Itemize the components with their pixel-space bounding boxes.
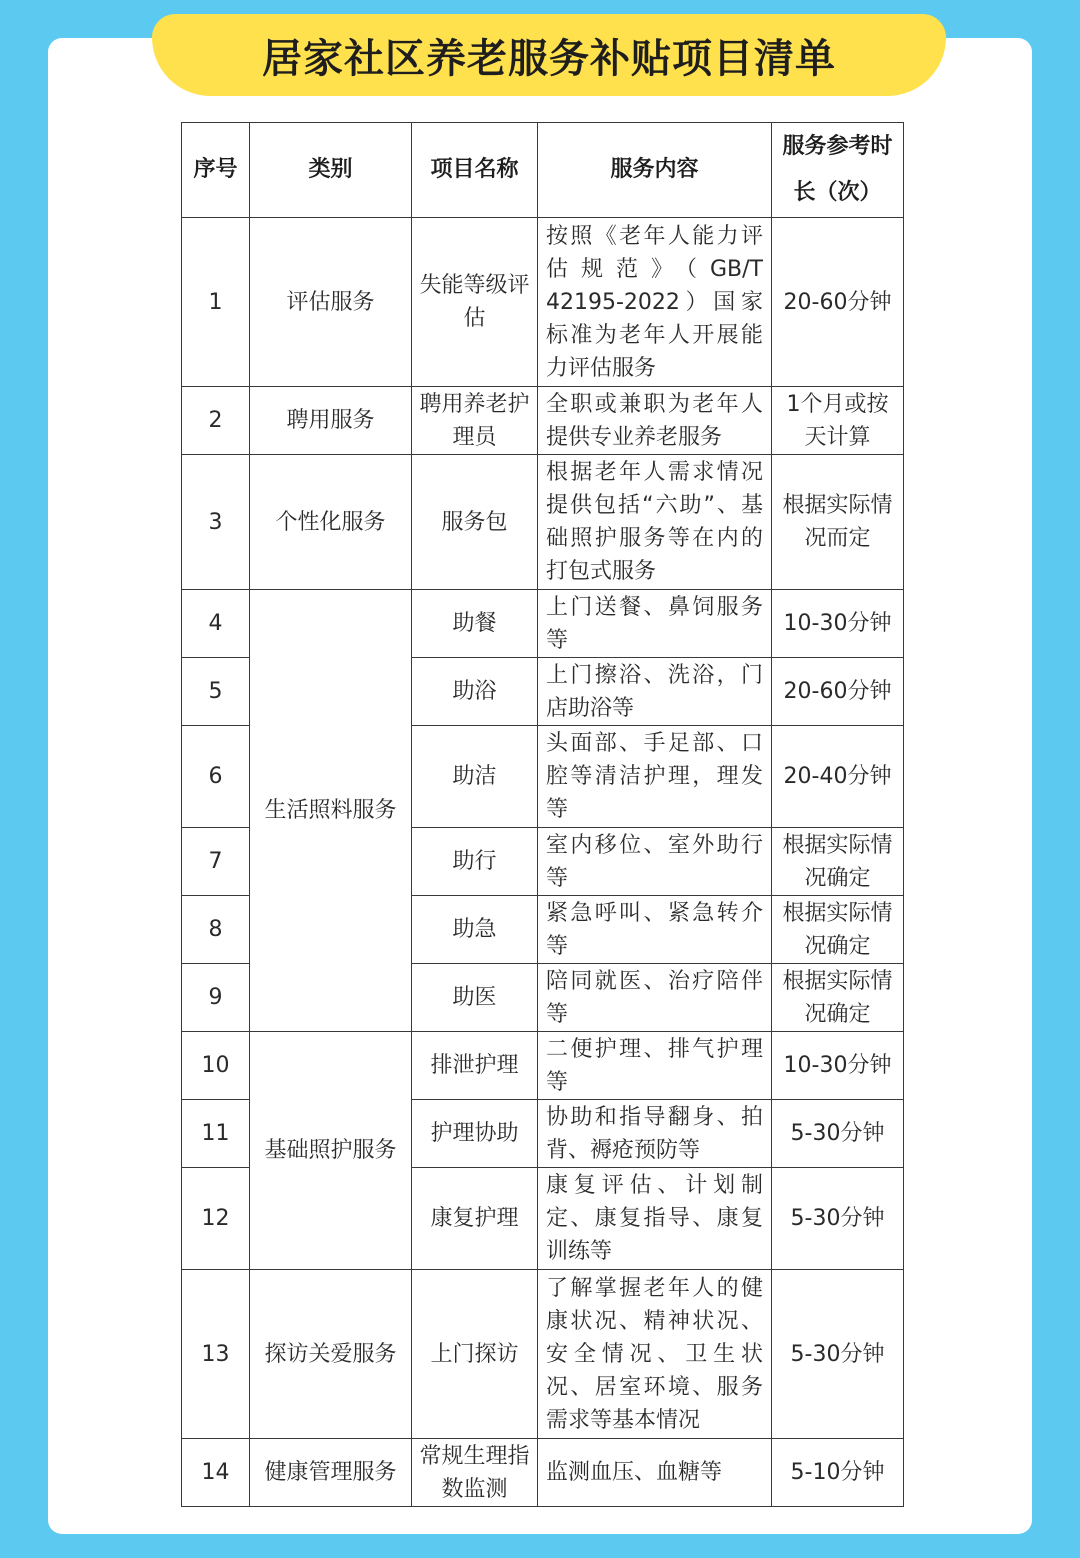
cell-name: 失能等级评估 — [412, 218, 538, 387]
cell-no: 7 — [182, 828, 250, 896]
cell-no: 4 — [182, 590, 250, 658]
cell-content: 了解掌握老年人的健康状况、精神状况、安全情况、卫生状况、居室环境、服务需求等基本情况 — [538, 1270, 772, 1439]
cell-name: 常规生理指数监测 — [412, 1439, 538, 1507]
cell-category: 聘用服务 — [250, 387, 412, 455]
cell-content: 协助和指导翻身、拍背、褥疮预防等 — [538, 1100, 772, 1168]
cell-no: 3 — [182, 455, 250, 590]
cell-no: 8 — [182, 896, 250, 964]
cell-duration: 5-30分钟 — [772, 1168, 904, 1270]
table-header-row — [182, 123, 904, 218]
cell-name: 助医 — [412, 964, 538, 1032]
header-category: 类别 — [250, 123, 412, 218]
cell-duration: 根据实际情况确定 — [772, 896, 904, 964]
table-row — [182, 387, 904, 455]
cell-category: 基础照护服务 — [250, 1032, 412, 1270]
cell-content: 室内移位、室外助行等 — [538, 828, 772, 896]
table-row — [182, 590, 904, 658]
cell-name: 上门探访 — [412, 1270, 538, 1439]
table-row — [182, 218, 904, 387]
cell-duration: 根据实际情况确定 — [772, 964, 904, 1032]
cell-content: 全职或兼职为老年人提供专业养老服务 — [538, 387, 772, 455]
page-title: 居家社区养老服务补贴项目清单 — [262, 35, 836, 82]
cell-duration: 根据实际情况而定 — [772, 455, 904, 590]
cell-category: 生活照料服务 — [250, 590, 412, 1032]
cell-duration: 5-30分钟 — [772, 1270, 904, 1439]
header-content: 服务内容 — [538, 123, 772, 218]
cell-name: 聘用养老护理员 — [412, 387, 538, 455]
cell-content: 监测血压、血糖等 — [538, 1439, 772, 1507]
cell-name: 助行 — [412, 828, 538, 896]
cell-no: 9 — [182, 964, 250, 1032]
table-row — [182, 1270, 904, 1439]
cell-category: 评估服务 — [250, 218, 412, 387]
cell-duration: 根据实际情况确定 — [772, 828, 904, 896]
cell-no: 14 — [182, 1439, 250, 1507]
cell-content: 上门送餐、鼻饲服务等 — [538, 590, 772, 658]
cell-name: 排泄护理 — [412, 1032, 538, 1100]
cell-no: 6 — [182, 726, 250, 828]
service-table — [181, 122, 904, 1507]
cell-no: 13 — [182, 1270, 250, 1439]
cell-name: 康复护理 — [412, 1168, 538, 1270]
cell-content: 头面部、手足部、口腔等清洁护理，理发等 — [538, 726, 772, 828]
cell-duration: 10-30分钟 — [772, 1032, 904, 1100]
cell-category: 个性化服务 — [250, 455, 412, 590]
cell-content: 二便护理、排气护理等 — [538, 1032, 772, 1100]
cell-name: 服务包 — [412, 455, 538, 590]
cell-content: 按照《老年人能力评估规范》（GB/T 42195-2022）国家标准为老年人开展能力评估服务 — [538, 218, 772, 387]
cell-duration: 20-40分钟 — [772, 726, 904, 828]
cell-no: 10 — [182, 1032, 250, 1100]
cell-name: 助餐 — [412, 590, 538, 658]
cell-content: 陪同就医、治疗陪伴等 — [538, 964, 772, 1032]
cell-name: 助浴 — [412, 658, 538, 726]
cell-name: 助洁 — [412, 726, 538, 828]
cell-name: 助急 — [412, 896, 538, 964]
cell-content: 上门擦浴、洗浴，门店助浴等 — [538, 658, 772, 726]
cell-category: 健康管理服务 — [250, 1439, 412, 1507]
cell-content: 根据老年人需求情况提供包括“六助”、基础照护服务等在内的打包式服务 — [538, 455, 772, 590]
cell-no: 2 — [182, 387, 250, 455]
cell-duration: 20-60分钟 — [772, 218, 904, 387]
cell-duration: 20-60分钟 — [772, 658, 904, 726]
cell-no: 12 — [182, 1168, 250, 1270]
title-banner — [152, 14, 946, 96]
cell-no: 1 — [182, 218, 250, 387]
table-row — [182, 455, 904, 590]
cell-name: 护理协助 — [412, 1100, 538, 1168]
header-duration: 服务参考时长（次） — [772, 123, 904, 218]
table-row — [182, 1032, 904, 1100]
cell-no: 5 — [182, 658, 250, 726]
cell-content: 康复评估、计划制定、康复指导、康复训练等 — [538, 1168, 772, 1270]
cell-duration: 10-30分钟 — [772, 590, 904, 658]
cell-content: 紧急呼叫、紧急转介等 — [538, 896, 772, 964]
header-name: 项目名称 — [412, 123, 538, 218]
cell-duration: 1个月或按天计算 — [772, 387, 904, 455]
table-row — [182, 1439, 904, 1507]
cell-category: 探访关爱服务 — [250, 1270, 412, 1439]
cell-duration: 5-10分钟 — [772, 1439, 904, 1507]
header-no: 序号 — [182, 123, 250, 218]
cell-duration: 5-30分钟 — [772, 1100, 904, 1168]
cell-no: 11 — [182, 1100, 250, 1168]
